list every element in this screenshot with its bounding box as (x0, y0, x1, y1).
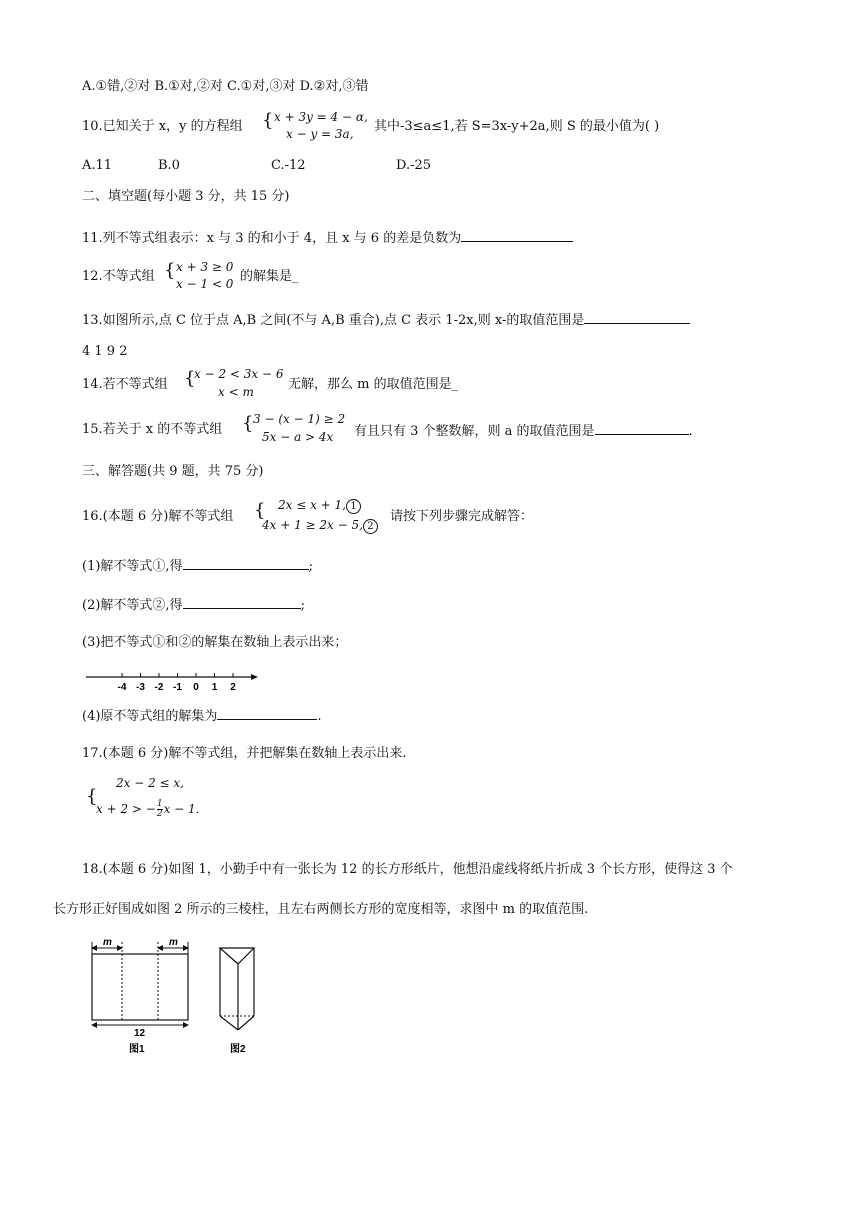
q16-step4 (82, 707, 322, 725)
answer-blank[interactable] (217, 707, 317, 720)
brace: { (164, 260, 176, 281)
q14-prefix: 14.若不等式组 (82, 377, 168, 392)
q16-eq2-text: 4x + 1 ≥ 2x − 5, (262, 518, 363, 532)
q16-step2-label: (2)解不等式②,得 (82, 598, 183, 613)
tick-label: -4 (117, 682, 127, 693)
circled-1: 1 (346, 499, 361, 514)
q12-prefix: 12.不等式组 (82, 269, 155, 284)
q15-period: . (688, 424, 693, 439)
prism-edge (220, 1016, 238, 1030)
q16-step1 (82, 557, 313, 575)
q18-line1: 18.(本题 6 分)如图 1，小勤手中有一张长为 12 的长方形纸片，他想沿虚线将纸片折成 3 个长方形，使得这 3 个 (82, 862, 733, 877)
q9-options: A.①错,②对 B.①对,②对 C.①对,③对 D.②对,③错 (82, 79, 369, 94)
fraction-half (157, 800, 163, 819)
brace: { (184, 368, 196, 389)
q16-eq2 (262, 518, 378, 534)
q18-line2: 长方形正好围成如图 2 所示的三棱柱，且左右两侧长方形的宽度相等，求图中 m 的取值范围. (53, 902, 589, 917)
q16-step1-label: (1)解不等式①,得 (82, 559, 183, 574)
q13-label: 13.如图所示,点 C 位于点 A,B 之间(不与 A,B 重合),点 C 表示 1-2x,则 x-的取值范围是 (82, 313, 585, 328)
q10-option-c: C.-12 (271, 158, 306, 173)
number-line-ticks (118, 673, 237, 693)
q16-suffix: 请按下列步骤完成解答： (390, 509, 534, 524)
answer-blank[interactable] (461, 229, 573, 242)
section-2-heading: 二、填空题(每小题 3 分，共 15 分) (82, 189, 290, 204)
q15-eq1: 3 − (x − 1) ≥ 2 (253, 412, 346, 426)
m-left-label: m (103, 937, 112, 948)
q17-eq2-left: x + 2 > − (96, 802, 156, 816)
figure-2 (212, 940, 268, 1060)
brace: { (254, 500, 266, 521)
q17-text: 17.(本题 6 分)解不等式组，并把解集在数轴上表示出来. (82, 746, 407, 761)
period: . (317, 709, 322, 724)
figure-2-caption: 图2 (230, 1044, 246, 1055)
figure-1-caption: 图1 (129, 1044, 145, 1055)
tick-label: 2 (230, 682, 236, 693)
q17-eq2-right: x − 1. (163, 802, 200, 816)
q15-suffix-line (354, 422, 693, 440)
brace: { (86, 786, 98, 807)
arrow-right-icon (251, 674, 258, 680)
q10-eq1: x + 3y = 4 − α, (274, 110, 368, 124)
q16-eq1 (278, 498, 361, 514)
tick-label: 0 (193, 682, 199, 693)
q14-eq1: x − 2 < 3x − 6 (194, 367, 284, 381)
prism-top-face (220, 948, 254, 964)
brace: { (242, 413, 254, 434)
q13-text (82, 311, 690, 329)
paper-rectangle (92, 954, 188, 1020)
figure-1 (82, 934, 200, 1060)
answer-blank[interactable] (183, 596, 301, 609)
q11-text (82, 229, 573, 247)
q10-option-d: D.-25 (396, 158, 432, 173)
circled-2: 2 (363, 519, 378, 534)
q14-suffix: 无解，那么 m 的取值范围是_ (288, 377, 459, 392)
q13-stray-digits: 4 1 9 2 (82, 344, 128, 359)
q10-option-a: A.11 (82, 158, 113, 173)
q10-suffix: 其中-3≤a≤1,若 S=3x-y+2a,则 S 的最小值为( ) (374, 119, 660, 134)
q15-prefix: 15.若关于 x 的不等式组 (82, 422, 223, 437)
q11-label: 11.列不等式组表示：x 与 3 的和小于 4，且 x 与 6 的差是负数为 (82, 231, 462, 246)
q12-suffix: 的解集是_ (240, 269, 299, 284)
tick-label: -1 (173, 682, 182, 693)
q12-eq2: x − 1 < 0 (176, 277, 234, 291)
tick-label: -2 (154, 682, 164, 693)
answer-blank[interactable] (183, 557, 309, 570)
section-3-heading: 三、解答题(共 9 题，共 75 分) (82, 464, 264, 479)
semicolon: ; (300, 598, 305, 613)
tick-label: -3 (136, 682, 145, 693)
m-right-label: m (169, 937, 178, 948)
prism-edge (238, 1016, 254, 1030)
number-line (82, 668, 262, 694)
fraction-numerator: 1 (156, 799, 163, 809)
answer-blank[interactable] (584, 311, 690, 324)
semicolon: ; (308, 559, 313, 574)
q10-eq2: x − y = 3a, (286, 127, 354, 141)
q10-prefix: 10.已知关于 x，y 的方程组 (82, 119, 243, 134)
brace: { (262, 110, 274, 131)
q14-eq2: x < m (218, 385, 254, 399)
q15-eq2: 5x − a > 4x (262, 430, 334, 444)
q12-eq1: x + 3 ≥ 0 (176, 260, 234, 274)
tick-label: 1 (211, 682, 218, 693)
q16-step4-label: (4)原不等式组的解集为 (82, 709, 218, 724)
q10-option-b: B.0 (158, 158, 180, 173)
q16-step2 (82, 596, 305, 614)
fraction-denominator: 2 (156, 809, 163, 819)
q16-step3: (3)把不等式①和②的解集在数轴上表示出来； (82, 635, 348, 650)
q17-eq1: 2x − 2 ≤ x, (116, 776, 184, 790)
q15-suffix: 有且只有 3 个整数解，则 a 的取值范围是 (354, 424, 595, 439)
q17-eq2 (96, 800, 199, 819)
q16-eq1-text: 2x ≤ x + 1, (278, 498, 346, 512)
length-label: 12 (134, 1028, 146, 1039)
answer-blank[interactable] (595, 422, 689, 435)
q16-prefix: 16.(本题 6 分)解不等式组 (82, 509, 234, 524)
